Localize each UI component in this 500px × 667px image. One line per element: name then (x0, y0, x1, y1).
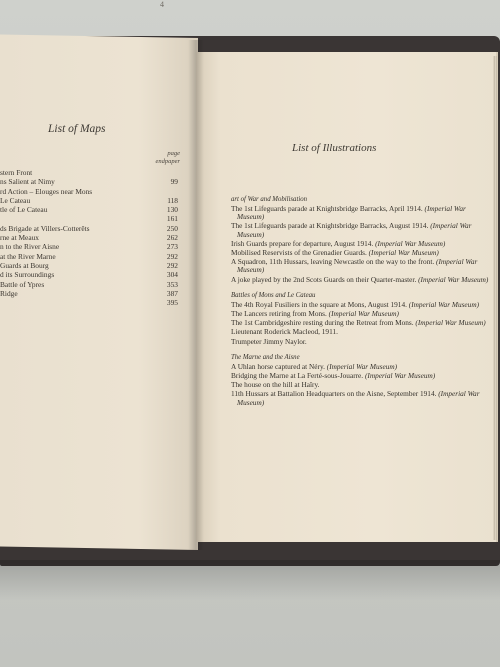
illustration-entry (231, 390, 489, 406)
map-title: n to the River Aisne (0, 242, 60, 252)
illustration-caption: Trumpeter Jimmy Naylor. (231, 336, 307, 346)
section-title: Battles of Mons and Le Cateau (231, 291, 316, 299)
illustration-credit: (Imperial War Museum) (364, 371, 436, 381)
map-entry (0, 214, 180, 223)
illustration-caption: Mobilised Reservists of the Grenadier Guards. (231, 248, 367, 258)
illustration-caption: A joke played by the 2nd Scots Guards on their Quarter-master. (231, 274, 417, 284)
map-title: d its Surroundings (0, 270, 55, 280)
endpaper-header-word: endpaper (155, 157, 180, 165)
map-entry (0, 168, 180, 177)
map-title: rd Action – Elouges near Mons (0, 186, 93, 196)
illustration-entry (231, 372, 489, 380)
page-header-word: page (167, 150, 180, 157)
illustration-caption: A Uhlan horse captured at Néry. (231, 361, 325, 371)
map-page-number: 161 (166, 214, 178, 224)
map-entry (0, 187, 180, 196)
map-title: Battle of Ypres (0, 279, 45, 289)
map-title: Le Cateau (0, 195, 31, 205)
map-page-number: 387 (166, 288, 178, 298)
section-title: art of War and Mobilisation (231, 196, 308, 203)
map-page-number: 118 (167, 195, 178, 205)
section-title: The Marne and the Aisne (231, 353, 300, 361)
map-entry (0, 224, 180, 233)
illustration-credit: (Imperial War Museum) (237, 389, 480, 407)
map-page-number: 130 (166, 205, 178, 215)
illustration-credit: (Imperial War Museum) (375, 238, 446, 248)
illustration-caption: The 1st Cambridgeshire resting during the Retreat from Mons. (231, 318, 414, 328)
illustration-entry (231, 363, 489, 371)
illustration-caption: The 1st Lifeguards parade at Knightsbridge Barracks, April 1914. (231, 204, 423, 213)
illustration-caption: The 1st Lifeguards parade at Knightsbridge Barracks, August 1914. (231, 221, 429, 231)
map-title: ns Salient at Nimy (0, 177, 55, 187)
list-of-maps-title: List of Maps (48, 123, 106, 135)
illustration-credit: (Imperial War Museum) (326, 361, 398, 371)
map-entry (0, 280, 180, 289)
illustration-credit: (Imperial War Museum) (415, 318, 486, 328)
illustration-credit: (Imperial War Museum) (408, 299, 480, 309)
map-entry (0, 270, 180, 279)
illustration-caption: The house on the hill at Haîry. (231, 380, 320, 390)
map-page-number: 292 (166, 251, 178, 261)
map-title: at the River Marne (0, 251, 56, 261)
top-mark: 4 (160, 0, 164, 9)
maps-list (0, 168, 180, 307)
illustration-credit: (Imperial War Museum) (237, 257, 478, 275)
map-page-number: 304 (166, 270, 178, 280)
page-edges (493, 56, 497, 540)
map-entry (0, 252, 180, 261)
illustration-entry (231, 249, 489, 257)
illustration-caption: Lieutenant Roderick Macleod, 1911. (231, 327, 338, 337)
map-entry (0, 289, 180, 298)
illustration-entry (231, 338, 489, 346)
illustration-entry (231, 381, 489, 389)
illustration-entry (231, 240, 489, 248)
map-entry (0, 261, 180, 270)
illustration-entry (231, 301, 489, 309)
map-page-number: 250 (166, 223, 178, 233)
illustration-caption: The 4th Royal Fusiliers in the square at Mons, August 1914. (231, 299, 407, 309)
map-page-number: 395 (166, 298, 178, 308)
book-gutter (188, 40, 204, 550)
illustration-entry (231, 258, 489, 274)
illustration-credit: (Imperial War Museum) (237, 204, 466, 222)
illustration-entry (231, 319, 489, 327)
map-title: rne at Meaux (0, 233, 39, 243)
map-page-number: 353 (166, 279, 178, 289)
illustration-entry (231, 205, 489, 221)
illustration-entry (231, 328, 489, 336)
map-entry (0, 298, 180, 307)
map-page-number: 273 (166, 242, 178, 252)
illustration-credit: (Imperial War Museum) (328, 309, 399, 319)
map-entry (0, 205, 180, 214)
book-shadow (0, 560, 500, 600)
illustration-caption: 11th Hussars at Battalion Headquarters on the Aisne, September 1914. (231, 389, 437, 399)
illustration-credit: (Imperial War Museum) (237, 221, 472, 239)
illustration-credit: (Imperial War Museum) (418, 274, 489, 284)
map-page-number: 262 (166, 233, 178, 243)
map-entry (0, 177, 180, 186)
illustration-caption: Bridging the Marne at La Ferté-sous-Jouarre. (231, 371, 364, 381)
illustrations-list (231, 196, 489, 408)
map-page-number: 99 (170, 177, 178, 187)
page-column-header (140, 150, 180, 165)
map-page-number: 292 (166, 260, 178, 270)
list-of-illustrations-title: List of Illustrations (292, 142, 377, 154)
illustration-entry (231, 276, 489, 284)
map-title: tle of Le Cateau (0, 205, 48, 215)
map-title: ds Brigade at Villers-Cotterêts (0, 223, 90, 233)
illustration-caption: The Lancers retiring from Mons. (231, 309, 327, 319)
map-title: Ridge (0, 288, 18, 298)
illustration-credit: (Imperial War Museum) (368, 248, 439, 258)
illustration-entry (231, 222, 489, 238)
illustration-entry (231, 310, 489, 318)
map-entry (0, 242, 180, 251)
map-entry (0, 196, 180, 205)
map-title: Guards at Bourg (0, 260, 49, 270)
illustration-caption: Irish Guards prepare for departure, August 1914. (231, 238, 374, 248)
illustration-caption: A Squadron, 11th Hussars, leaving Newcastle on the way to the front. (231, 257, 435, 267)
map-entry (0, 233, 180, 242)
map-title: stern Front (0, 168, 33, 177)
